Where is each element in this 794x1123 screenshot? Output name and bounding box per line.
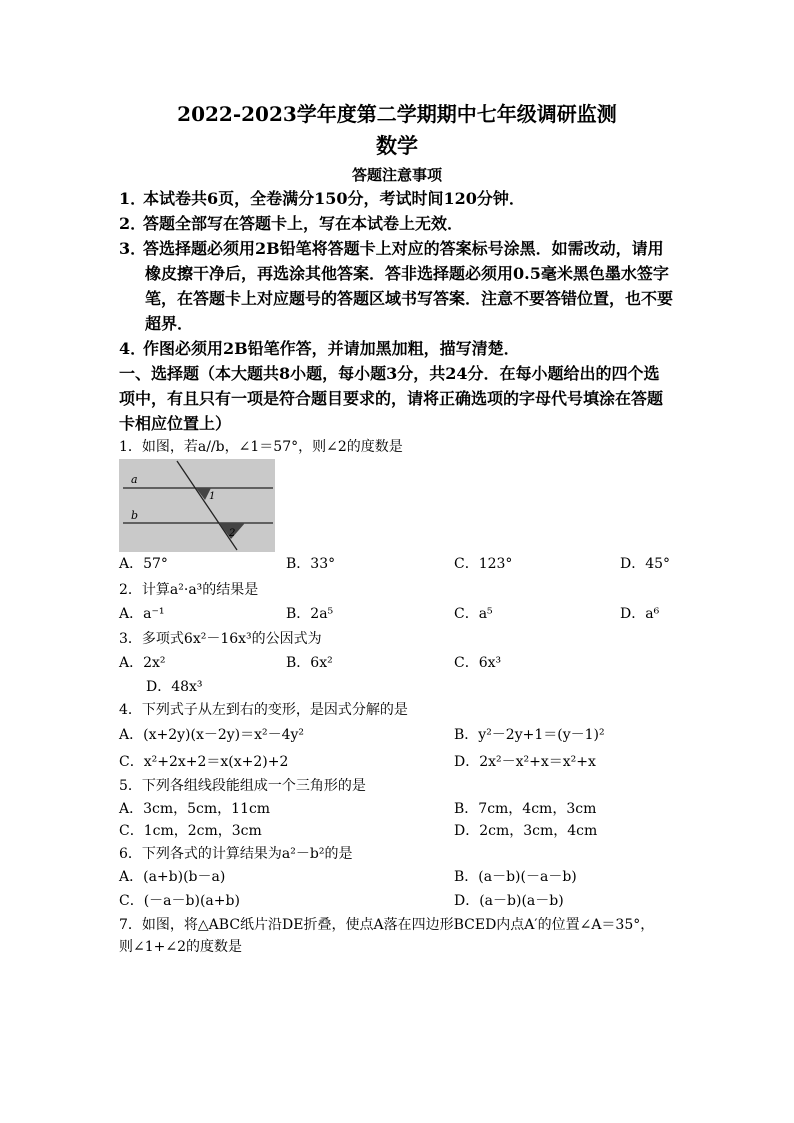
svg-text:b: b	[131, 509, 139, 522]
q3-option-c: C．6x³	[454, 655, 502, 671]
q4-option-c: C．x²+2x+2＝x(x+2)+2	[119, 754, 289, 770]
q6-option-c: C．(－a－b)(a+b)	[119, 893, 240, 909]
q1-option-a: A．57°	[119, 556, 168, 572]
question-3-stem: 3．多项式6x²－16x³的公因式为	[119, 631, 322, 647]
question-1-figure	[119, 459, 275, 552]
q5-option-a: A．3cm，5cm，11cm	[119, 801, 271, 817]
subject-title: 数学	[376, 133, 418, 158]
question-7-stem-line-2: 则∠1+∠2的度数是	[119, 939, 243, 955]
notice-title: 答题注意事项	[351, 166, 442, 184]
q3-option-a: A．2x²	[119, 655, 166, 671]
notice-item-4: 4．作图必须用2B铅笔作答，并请加黑加粗，描写清楚．	[119, 339, 520, 358]
q2-option-c: C．a⁵	[454, 606, 493, 622]
section-1-heading: 一、选择题（本大题共8小题，每小题3分，共24分．在每小题给出的四个选 项中，有且只有一项是符合题目要求的，请将正确选项的字母代号填涂在答题 卡相应位置上）	[119, 364, 664, 433]
question-6-stem: 6．下列各式的计算结果为a²－b²的是	[119, 846, 353, 862]
notice-item-1: 1．本试卷共6页，全卷满分150分，考试时间120分钟．	[119, 189, 525, 208]
question-7-stem-line-1: 7．如图，将△ABC纸片沿DE折叠，使点A落在四边形BCED内点A′的位置∠A＝35°，	[119, 917, 655, 933]
q4-option-d: D．2x²－x²+x＝x²+x	[454, 754, 596, 770]
svg-text:1: 1	[209, 491, 216, 502]
q1-option-d: D．45°	[620, 556, 671, 572]
q3-option-d: D．48x³	[146, 679, 203, 695]
question-5-stem: 5．下列各组线段能组成一个三角形的是	[119, 778, 366, 794]
exam-title: 2022-2023学年度第二学期期中七年级调研监测	[177, 102, 617, 126]
svg-text:2: 2	[229, 528, 236, 539]
q2-option-a: A．a⁻¹	[119, 606, 165, 622]
q5-option-c: C．1cm，2cm，3cm	[119, 823, 262, 839]
q4-option-b: B．y²－2y+1＝(y－1)²	[454, 727, 605, 743]
question-2-stem: 2．计算a²·a³的结果是	[119, 582, 259, 598]
q3-option-b: B．6x²	[286, 655, 333, 671]
svg-text:a: a	[131, 473, 138, 486]
notice-item-3: 3．答选择题必须用2B铅笔将答题卡上对应的答案标号涂黑．如需改动，请用 橡皮擦干净后，再选涂其他答案．答非选择题必须用0.5毫米黑色墨水签字 笔，在答题卡上对应题号的答题区域书写答案．注意不要答错位置，也不要 超界．	[119, 239, 674, 333]
notice-item-2: 2．答题全部写在答题卡上，写在本试卷上无效．	[119, 214, 464, 233]
q1-option-b: B．33°	[286, 556, 336, 572]
question-4-stem: 4．下列式子从左到右的变形，是因式分解的是	[119, 702, 408, 718]
q5-option-d: D．2cm，3cm，4cm	[454, 823, 598, 839]
q1-option-c: C．123°	[454, 556, 513, 572]
q6-option-d: D．(a－b)(a－b)	[454, 893, 564, 909]
q2-option-b: B．2a⁵	[286, 606, 334, 622]
q6-option-a: A．(a+b)(b－a)	[119, 869, 226, 885]
question-1-stem: 1．如图，若a//b，∠1＝57°，则∠2的度数是	[119, 439, 403, 455]
q2-option-d: D．a⁶	[620, 606, 660, 622]
q4-option-a: A．(x+2y)(x－2y)＝x²－4y²	[119, 727, 305, 743]
q5-option-b: B．7cm，4cm，3cm	[454, 801, 597, 817]
q6-option-b: B．(a－b)(－a－b)	[454, 869, 577, 885]
